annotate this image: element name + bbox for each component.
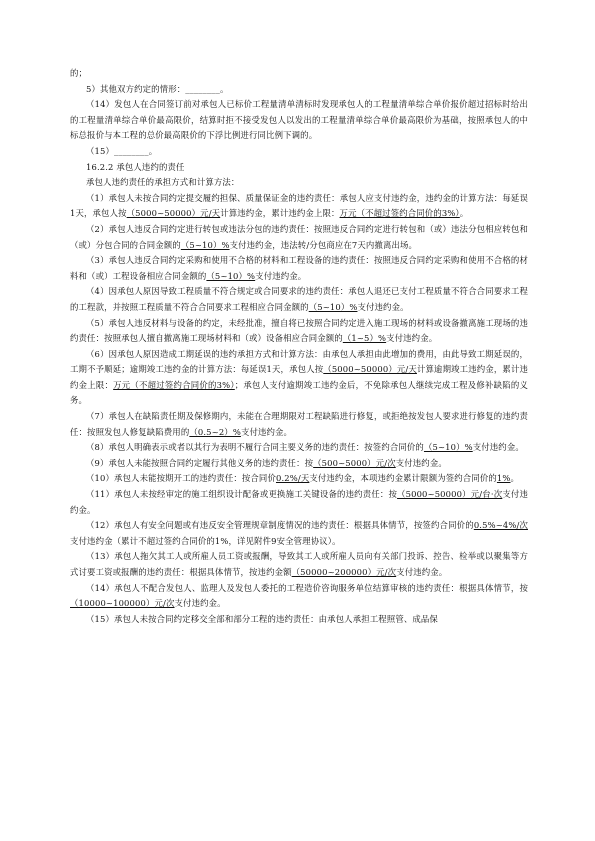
- clause-2: （2）承包人违反合同约定进行转包或违法分包的违约责任：按照违反合同约定进行转包和（或）违法分包相应转包和（或）分包合同的合同金额的（5~10）%支付违约金，违法转/分包商应在7天内撤离出场。: [70, 223, 528, 250]
- clause-8: （8）承包人明确表示或者以其行为表明不履行合同主要义务的违约责任：按签约合同价的（5~10）%支付违约金。: [86, 442, 524, 453]
- underlined-value: （10000~100000）元/次: [70, 598, 175, 609]
- underlined-value: 万元（不超过签约合同价的3%）: [113, 379, 235, 390]
- underlined-value: （5~10）%: [308, 301, 358, 312]
- para-02: 5）其他双方约定的情形：________。: [86, 83, 229, 94]
- clause-11: （11）承包人未按经审定的施工组织设计配备或更换施工关键设备的违约责任：按（5000~50000）元/台·次支付违约金。: [70, 489, 528, 515]
- clause-6: （6）因承包人原因造成工期延误的违约承担方式和计算方法：由承包人承担由此增加的费用，由此导致工期延误的，工期不予顺延；逾期竣工违约金的计算方法：每延误1天，承包人按（5000~50000）元/天计算逾期竣工违约金，累计违约金上限：万元（不超过签约合同价的3%）；承包人支付逾期竣工违约金后，不免除承包人继续完成工程及修补缺陷的义务。: [70, 348, 529, 406]
- clause-7: （7）承包人在缺陷责任期及保修期内，未能在合理期限对工程缺陷进行修复，或拒绝按发包人要求进行修复的违约责任：按照发包人修复缺陷费用的（0.5~2）%支付违约金。: [70, 411, 528, 437]
- underlined-value: （500~5000）元/次: [313, 457, 396, 468]
- clause-5: （5）承包人违反材料与设备的约定，未经批准，擅自将已按照合同约定进入施工现场的材料或设备撤离施工现场的违约责任：按照承包人擅自撤离施工现场材料和（或）设备相应合同金额的（1~5）%支付违约金。: [70, 317, 528, 344]
- clause-12: （12）承包人有安全问题或有违反安全管理规章制度情况的违约责任：根据具体情节，按签约合同价的0.5%~4%/次支付违约金（累计不超过签约合同价的1%，详见附件9安全管理协议）。: [70, 520, 528, 546]
- clause-15: （15）承包人未按合同约定移交全部和部分工程的违约责任：由承包人承担工程照管、成品保: [86, 613, 438, 624]
- clause-4: （4）因承包人原因导致工程质量不符合规定或合同要求的违约责任：承包人退还已支付工程质量不符合合同要求工程的工程款，并按照工程质量不符合合同要求工程相应合同金额的（5~10）%支付违约金。: [70, 286, 528, 312]
- underlined-value: （5~10）%: [206, 270, 256, 281]
- underlined-value: （5000~50000）元/天: [126, 208, 221, 219]
- underlined-value: （5000~50000）元/台·次: [397, 489, 503, 500]
- clause-3: （3）承包人违反合同约定采购和使用不合格的材料和工程设备的违约责任：按照违反合同约定采购和使用不合格的材料和（或）工程设备相应合同金额的（5~10）%支付违约金。: [70, 255, 528, 281]
- para-06: 承包人违约责任的承担方式和计算方法：: [86, 177, 240, 188]
- underlined-value: （50000~200000）元/次: [291, 567, 397, 577]
- blank: ________: [114, 145, 149, 156]
- underlined-value: （5~10）%: [423, 442, 473, 453]
- underlined-value: （1~5）%: [342, 333, 387, 344]
- blank: ________: [185, 83, 220, 94]
- document-body: [70, 66, 528, 627]
- clause-9: （9）承包人未能按照合同约定履行其他义务的违约责任：按（500~5000）元/次支付违约金。: [86, 457, 447, 468]
- clause-10: （10）承包人未能按期开工的违约责任：按合同价0.2%/天支付违约金，本项违约金累计限额为签约合同价的1%。: [86, 473, 520, 484]
- para-04: （15）________。: [86, 145, 158, 156]
- underlined-value: 0.2%/天: [275, 473, 310, 484]
- clause-14: （14）承包人不配合发包人、监理人及发包人委托的工程造价咨询服务单位结算审核的违约责任：根据具体情节，按（10000~100000）元/次支付违约金。: [70, 582, 528, 609]
- underlined-value: 万元（不超过签约合同价的3%）: [339, 208, 460, 219]
- underlined-value: （5~10）%: [180, 239, 230, 250]
- clause-13: （13）承包人拖欠其工人或所雇人员工资或报酬，导致其工人或所雇人员向有关部门投诉、控告、检举或以聚集等方式讨要工资或报酬的违约责任：根据具体情节，按违约金额（50000~200000）元/次支付违约金。: [70, 551, 528, 577]
- para-01: 的；: [70, 68, 88, 78]
- underlined-value: （0.5~2）%: [189, 426, 241, 437]
- underlined-value: 1%: [496, 473, 511, 484]
- para-03: （14）发包人在合同签订前对承包人已标价工程量清单清标时发现承包人的工程量清单综合单价报价超过招标时给出的工程量清单综合单价最高限价，结算时拒不接受发包人以发出的工程量清单综合单价最高限价为基础，按照承包人的中标总报价与本工程的总价最高限价的下浮比例进行同比例下调的。: [70, 99, 528, 141]
- section-heading: 16.2.2 承包人违约的责任: [86, 161, 185, 172]
- clause-1: （1）承包人未按合同约定提交履约担保、质量保证金的违约责任：承包人应支付违约金，违约金的计算方法：每延误1天，承包人按（5000~50000）元/天计算违约金，累计违约金上限：万元（不超过签约合同价的3%）。: [70, 192, 528, 219]
- underlined-value: （5000~50000）元/天: [323, 364, 417, 375]
- underlined-value: 0.5%~4%/次: [473, 520, 528, 531]
